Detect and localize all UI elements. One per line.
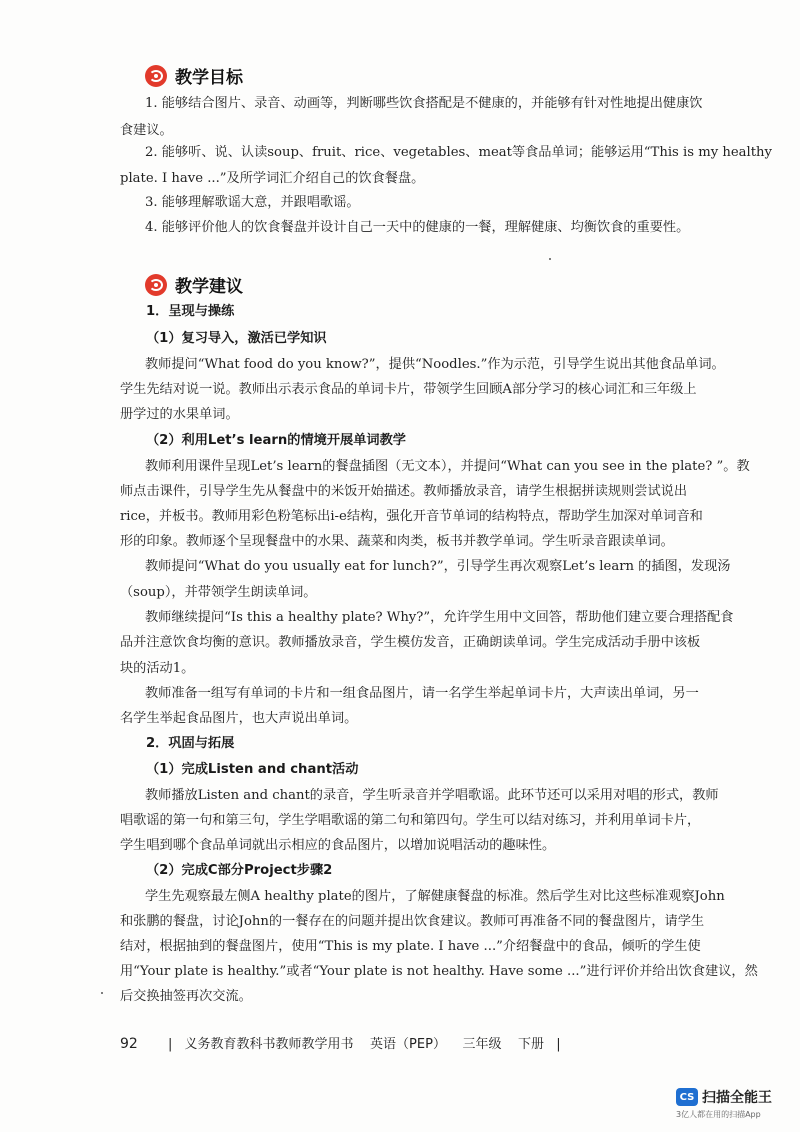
body-line: 和张鹏的餐盘，讨论John的一餐存在的问题并提出饮食建议。教师可再准备不同的餐盘图片，请学生	[120, 914, 705, 929]
step-heading: （2）利用Let’s learn的情境开展单词教学	[146, 433, 406, 448]
body-line: 后交换抽签再次交流。	[120, 989, 252, 1004]
step-heading: （1）完成Listen and chant活动	[146, 762, 359, 777]
body-line: 用“Your plate is healthy.”或者“Your plate is not healthy. Have some ...”进行评价并给出饮食建议，然	[120, 964, 758, 979]
scanner-watermark	[676, 1087, 772, 1120]
page-footer: 92 | 义务教育教科书教师教学用书 英语（PEP） 三年级 下册 |	[120, 1036, 561, 1052]
body-line: 教师利用课件呈现Let’s learn的餐盘插图（无文本），并提问“What can you see in the plate? ”。教	[145, 459, 750, 474]
body-line: 教师准备一组写有单词的卡片和一组食品图片，请一名学生举起单词卡片，大声读出单词，另一	[145, 686, 699, 701]
camscanner-logo-icon: CS	[676, 1088, 698, 1106]
book-subject: 英语（PEP）	[370, 1037, 446, 1052]
body-line: 师点击课件，引导学生先从餐盘中的米饭开始描述。教师播放录音，请学生根据拼读规则尝试说出	[120, 484, 688, 499]
body-line: 教师提问“What do you usually eat for lunch?”，引导学生再次观察Let’s learn 的插图，发现汤	[145, 559, 731, 574]
page-number: 92	[120, 1036, 138, 1052]
body-line: 册学过的水果单词。	[120, 407, 239, 422]
subsection-heading: 2．巩固与拓展	[146, 736, 235, 751]
section-objectives-title: 教学目标	[175, 68, 243, 88]
objective-line: plate. I have ...”及所学词汇介绍自己的饮食餐盘。	[120, 171, 425, 186]
scan-speck	[101, 992, 103, 994]
step-heading: （1）复习导入，激活已学知识	[146, 331, 327, 346]
body-line: 形的印象。教师逐个呈现餐盘中的水果、蔬菜和肉类，板书并教学单词。学生听录音跟读单词。	[120, 534, 674, 549]
body-line: 学生先观察最左侧A healthy plate的图片，了解健康餐盘的标准。然后学生对比这些标准观察John	[145, 889, 725, 904]
body-line: 名学生举起食品图片，也大声说出单词。	[120, 711, 358, 726]
watermark-name: 扫描全能王	[702, 1090, 772, 1106]
book-title: 义务教育教科书教师教学用书	[184, 1037, 354, 1052]
flame-icon	[145, 274, 167, 296]
step-heading: （2）完成C部分Project步骤2	[146, 863, 333, 878]
objective-line: 2. 能够听、说、认读soup、fruit、rice、vegetables、meat等食品单词；能够运用“This is my healthy	[145, 145, 772, 160]
body-line: 学生唱到哪个食品单词就出示相应的食品图片，以增加说唱活动的趣味性。	[120, 838, 556, 853]
body-line: 品并注意饮食均衡的意识。教师播放录音，学生模仿发音，正确朗读单词。学生完成活动手册中该板	[120, 635, 701, 650]
objective-line: 1. 能够结合图片、录音、动画等，判断哪些饮食搭配是不健康的，并能够有针对性地提出健康饮	[145, 96, 703, 111]
body-line: rice，并板书。教师用彩色粉笔标出i-e结构，强化开音节单词的结构特点，帮助学生加深对单词音和	[120, 509, 703, 524]
book-grade: 三年级	[462, 1037, 502, 1052]
section-suggestions-header	[145, 272, 243, 297]
section-objectives-header	[145, 63, 243, 88]
scan-speck	[549, 258, 551, 260]
body-line: 结对，根据抽到的餐盘图片，使用“This is my plate. I have ...”介绍餐盘中的食品，倾听的学生使	[120, 939, 701, 954]
section-suggestions-title: 教学建议	[175, 277, 243, 297]
objective-line: 4. 能够评价他人的饮食餐盘并设计自己一天中的健康的一餐，理解健康、均衡饮食的重要性。	[145, 220, 690, 235]
body-line: 教师提问“What food do you know?”，提供“Noodles.”作为示范，引导学生说出其他食品单词。	[145, 357, 725, 372]
watermark-tagline: 3亿人都在用的扫描App	[676, 1110, 761, 1119]
book-volume: 下册	[518, 1037, 545, 1052]
body-line: 教师播放Listen and chant的录音，学生听录音并学唱歌谣。此环节还可以采用对唱的形式，教师	[145, 788, 719, 803]
body-line: 学生先结对说一说。教师出示表示食品的单词卡片，带领学生回顾A部分学习的核心词汇和三年级上	[120, 382, 697, 397]
objective-line: 食建议。	[120, 123, 173, 138]
objective-line: 3. 能够理解歌谣大意，并跟唱歌谣。	[145, 195, 360, 210]
subsection-heading: 1．呈现与操练	[146, 304, 235, 319]
target-icon	[145, 65, 167, 87]
body-line: 块的活动1。	[120, 661, 195, 676]
body-line: （soup），并带领学生朗读单词。	[120, 585, 317, 600]
body-line: 唱歌谣的第一句和第三句，学生学唱歌谣的第二句和第四句。学生可以结对练习，并利用单词卡片，	[120, 813, 701, 828]
body-line: 教师继续提问“Is this a healthy plate? Why?”，允许学生用中文回答，帮助他们建立要合理搭配食	[145, 610, 734, 625]
